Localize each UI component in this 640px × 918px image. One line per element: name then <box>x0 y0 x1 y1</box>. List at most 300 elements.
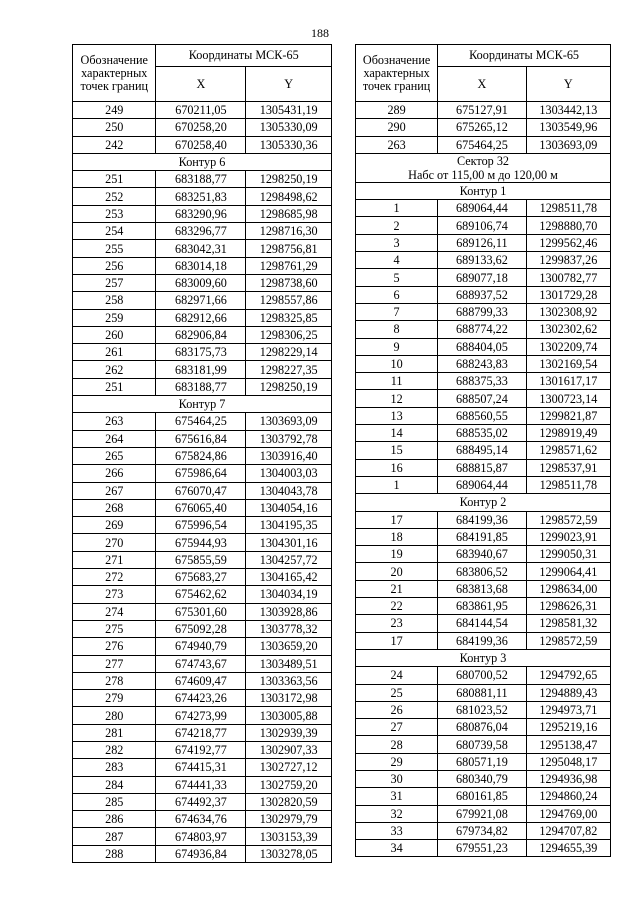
x-coordinate: 684199,36 <box>438 511 527 528</box>
point-id: 285 <box>73 793 156 810</box>
table-row <box>356 425 611 442</box>
y-coordinate: 1300723,14 <box>526 390 610 407</box>
table-row <box>356 217 611 234</box>
y-coordinate: 1302820,59 <box>246 793 332 810</box>
point-id: 289 <box>356 102 438 119</box>
table-row <box>73 620 332 637</box>
point-id: 277 <box>73 655 156 672</box>
section-row <box>356 153 611 182</box>
point-id: 2 <box>356 217 438 234</box>
y-coordinate: 1301729,28 <box>526 286 610 303</box>
left-table-body <box>73 102 332 863</box>
point-column-header: Обозначение характерных точек границ <box>356 45 438 102</box>
y-coordinate: 1301617,17 <box>526 373 610 390</box>
point-id: 270 <box>73 534 156 551</box>
x-coordinate: 675464,25 <box>438 136 527 153</box>
y-coordinate: 1298634,00 <box>526 580 610 597</box>
point-id: 253 <box>73 205 156 222</box>
point-id: 276 <box>73 638 156 655</box>
x-coordinate: 681023,52 <box>438 701 527 718</box>
x-coordinate: 688799,33 <box>438 303 527 320</box>
x-coordinate: 684144,54 <box>438 615 527 632</box>
table-row <box>73 223 332 240</box>
table-row <box>73 102 332 119</box>
table-row <box>356 684 611 701</box>
table-row <box>73 361 332 378</box>
table-row <box>73 465 332 482</box>
x-coordinate: 680876,04 <box>438 719 527 736</box>
point-id: 12 <box>356 390 438 407</box>
x-coordinate: 688404,05 <box>438 338 527 355</box>
table-row <box>356 736 611 753</box>
x-coordinate: 683296,77 <box>156 223 246 240</box>
x-coordinate: 674743,67 <box>156 655 246 672</box>
y-coordinate: 1304003,03 <box>246 465 332 482</box>
x-coordinate: 670258,20 <box>156 119 246 136</box>
y-coordinate: 1295138,47 <box>526 736 610 753</box>
x-coordinate: 683188,77 <box>156 378 246 395</box>
point-id: 280 <box>73 707 156 724</box>
point-id: 251 <box>73 378 156 395</box>
y-coordinate: 1304034,19 <box>246 586 332 603</box>
point-id: 6 <box>356 286 438 303</box>
point-id: 257 <box>73 274 156 291</box>
point-id: 13 <box>356 407 438 424</box>
y-coordinate: 1303659,20 <box>246 638 332 655</box>
y-coordinate: 1299837,26 <box>526 252 610 269</box>
x-coordinate: 679551,23 <box>438 840 527 857</box>
table-row <box>73 569 332 586</box>
y-coordinate: 1304054,16 <box>246 499 332 516</box>
section-row <box>73 153 332 170</box>
table-row <box>356 303 611 320</box>
x-coordinate: 680700,52 <box>438 667 527 684</box>
y-coordinate: 1298572,59 <box>526 511 610 528</box>
point-id: 20 <box>356 563 438 580</box>
y-coordinate: 1305431,19 <box>246 102 332 119</box>
table-row <box>356 598 611 615</box>
table-row <box>73 690 332 707</box>
y-coordinate: 1303005,88 <box>246 707 332 724</box>
point-id: 32 <box>356 805 438 822</box>
x-coordinate: 688937,52 <box>438 286 527 303</box>
y-coordinate: 1303778,32 <box>246 620 332 637</box>
table-row <box>73 741 332 758</box>
y-coordinate: 1294973,71 <box>526 701 610 718</box>
x-coordinate: 689126,11 <box>438 234 527 251</box>
x-coordinate: 674218,77 <box>156 724 246 741</box>
table-row <box>356 476 611 493</box>
y-coordinate: 1298761,29 <box>246 257 332 274</box>
point-id: 1 <box>356 200 438 217</box>
y-coordinate: 1298229,14 <box>246 344 332 361</box>
y-coordinate: 1305330,09 <box>246 119 332 136</box>
y-coordinate: 1298557,86 <box>246 292 332 309</box>
right-table-body <box>356 102 611 857</box>
table-row <box>73 707 332 724</box>
section-heading: Контур 1 <box>356 182 611 199</box>
point-id: 286 <box>73 811 156 828</box>
section-row <box>73 396 332 413</box>
point-id: 251 <box>73 171 156 188</box>
point-id: 5 <box>356 269 438 286</box>
y-coordinate: 1298880,70 <box>526 217 610 234</box>
y-coordinate: 1304043,78 <box>246 482 332 499</box>
point-id: 3 <box>356 234 438 251</box>
table-row <box>73 344 332 361</box>
table-row <box>73 292 332 309</box>
table-row <box>73 517 332 534</box>
point-id: 263 <box>73 413 156 430</box>
point-id: 22 <box>356 598 438 615</box>
table-row <box>73 447 332 464</box>
x-coordinate: 682971,66 <box>156 292 246 309</box>
section-heading: Контур 2 <box>356 494 611 511</box>
table-row <box>73 603 332 620</box>
table-row <box>73 793 332 810</box>
y-coordinate: 1305330,36 <box>246 136 332 153</box>
point-id: 27 <box>356 719 438 736</box>
y-coordinate: 1303442,13 <box>526 102 610 119</box>
x-coordinate: 675127,91 <box>438 102 527 119</box>
x-coordinate: 676070,47 <box>156 482 246 499</box>
y-coordinate: 1304165,42 <box>246 569 332 586</box>
y-coordinate: 1299050,31 <box>526 546 610 563</box>
table-row <box>356 442 611 459</box>
table-row <box>73 586 332 603</box>
point-id: 290 <box>356 119 438 136</box>
x-coordinate: 675683,27 <box>156 569 246 586</box>
point-id: 281 <box>73 724 156 741</box>
section-heading: Сектор 32 Набс от 115,00 м до 120,00 м <box>356 153 611 182</box>
x-coordinate: 684199,36 <box>438 632 527 649</box>
y-coordinate: 1295048,17 <box>526 753 610 770</box>
point-id: 258 <box>73 292 156 309</box>
x-coordinate: 688560,55 <box>438 407 527 424</box>
table-row <box>356 200 611 217</box>
x-coordinate: 688507,24 <box>438 390 527 407</box>
x-coordinate: 675944,93 <box>156 534 246 551</box>
y-coordinate: 1304195,35 <box>246 517 332 534</box>
x-coordinate: 680739,58 <box>438 736 527 753</box>
x-coordinate: 688815,87 <box>438 459 527 476</box>
point-id: 19 <box>356 546 438 563</box>
y-coordinate: 1298537,91 <box>526 459 610 476</box>
table-row <box>73 655 332 672</box>
table-row <box>73 845 332 862</box>
y-coordinate: 1298227,35 <box>246 361 332 378</box>
section-heading: Контур 6 <box>73 153 332 170</box>
table-row <box>356 788 611 805</box>
point-id: 1 <box>356 476 438 493</box>
table-row <box>356 632 611 649</box>
point-id: 31 <box>356 788 438 805</box>
point-id: 275 <box>73 620 156 637</box>
x-column-header: X <box>438 67 527 102</box>
table-row <box>356 102 611 119</box>
point-id: 261 <box>73 344 156 361</box>
point-id: 14 <box>356 425 438 442</box>
x-coordinate: 682906,84 <box>156 326 246 343</box>
x-coordinate: 680340,79 <box>438 770 527 787</box>
point-id: 252 <box>73 188 156 205</box>
point-id: 17 <box>356 632 438 649</box>
y-coordinate: 1294860,24 <box>526 788 610 805</box>
y-coordinate: 1302302,62 <box>526 321 610 338</box>
x-coordinate: 675092,28 <box>156 620 246 637</box>
point-id: 274 <box>73 603 156 620</box>
table-row <box>356 580 611 597</box>
table-row <box>73 309 332 326</box>
coordinates-table-left <box>72 44 332 863</box>
point-id: 29 <box>356 753 438 770</box>
point-id: 264 <box>73 430 156 447</box>
y-coordinate: 1298572,59 <box>526 632 610 649</box>
x-coordinate: 683175,73 <box>156 344 246 361</box>
point-id: 255 <box>73 240 156 257</box>
table-row <box>73 759 332 776</box>
x-coordinate: 675301,60 <box>156 603 246 620</box>
table-row <box>356 805 611 822</box>
table-row <box>356 390 611 407</box>
y-coordinate: 1298511,78 <box>526 476 610 493</box>
y-coordinate: 1299064,41 <box>526 563 610 580</box>
x-coordinate: 683861,95 <box>438 598 527 615</box>
x-coordinate: 679921,08 <box>438 805 527 822</box>
x-coordinate: 670211,05 <box>156 102 246 119</box>
y-coordinate: 1302759,20 <box>246 776 332 793</box>
x-coordinate: 684191,85 <box>438 528 527 545</box>
point-id: 30 <box>356 770 438 787</box>
x-coordinate: 689133,62 <box>438 252 527 269</box>
point-id: 278 <box>73 672 156 689</box>
x-coordinate: 674634,76 <box>156 811 246 828</box>
section-heading: Контур 7 <box>73 396 332 413</box>
x-coordinate: 683014,18 <box>156 257 246 274</box>
x-coordinate: 689064,44 <box>438 476 527 493</box>
x-coordinate: 680881,11 <box>438 684 527 701</box>
x-column-header: X <box>156 67 246 102</box>
y-coordinate: 1298306,25 <box>246 326 332 343</box>
table-row <box>356 373 611 390</box>
x-coordinate: 674492,37 <box>156 793 246 810</box>
point-id: 284 <box>73 776 156 793</box>
y-coordinate: 1303172,98 <box>246 690 332 707</box>
point-id: 10 <box>356 355 438 372</box>
y-coordinate: 1298250,19 <box>246 171 332 188</box>
table-row <box>356 252 611 269</box>
y-coordinate: 1298581,32 <box>526 615 610 632</box>
x-coordinate: 683806,52 <box>438 563 527 580</box>
y-coordinate: 1294792,65 <box>526 667 610 684</box>
y-coordinate: 1294889,43 <box>526 684 610 701</box>
table-row <box>73 482 332 499</box>
y-coordinate: 1302727,12 <box>246 759 332 776</box>
y-coordinate: 1302209,74 <box>526 338 610 355</box>
x-coordinate: 689077,18 <box>438 269 527 286</box>
x-coordinate: 688243,83 <box>438 355 527 372</box>
table-row <box>73 413 332 430</box>
point-id: 16 <box>356 459 438 476</box>
x-coordinate: 683290,96 <box>156 205 246 222</box>
coordinates-column-header: Координаты МСК-65 <box>156 45 332 67</box>
y-column-header: Y <box>526 67 610 102</box>
section-row <box>356 494 611 511</box>
point-id: 287 <box>73 828 156 845</box>
y-coordinate: 1302169,54 <box>526 355 610 372</box>
x-coordinate: 675462,62 <box>156 586 246 603</box>
table-row <box>73 119 332 136</box>
point-id: 266 <box>73 465 156 482</box>
table-row <box>356 355 611 372</box>
y-coordinate: 1294936,98 <box>526 770 610 787</box>
y-coordinate: 1304301,16 <box>246 534 332 551</box>
x-coordinate: 675986,64 <box>156 465 246 482</box>
point-id: 288 <box>73 845 156 862</box>
table-row <box>356 269 611 286</box>
x-coordinate: 688495,14 <box>438 442 527 459</box>
point-id: 269 <box>73 517 156 534</box>
point-id: 279 <box>73 690 156 707</box>
y-coordinate: 1303693,09 <box>246 413 332 430</box>
table-row <box>356 615 611 632</box>
x-coordinate: 674441,33 <box>156 776 246 793</box>
y-coordinate: 1294707,82 <box>526 822 610 839</box>
section-row <box>356 649 611 666</box>
x-coordinate: 675464,25 <box>156 413 246 430</box>
point-id: 23 <box>356 615 438 632</box>
table-row <box>356 840 611 857</box>
table-row <box>356 701 611 718</box>
x-coordinate: 675824,86 <box>156 447 246 464</box>
point-id: 250 <box>73 119 156 136</box>
y-coordinate: 1302979,79 <box>246 811 332 828</box>
x-coordinate: 675855,59 <box>156 551 246 568</box>
table-row <box>73 136 332 153</box>
point-id: 260 <box>73 326 156 343</box>
point-id: 265 <box>73 447 156 464</box>
table-row <box>356 753 611 770</box>
x-coordinate: 670258,40 <box>156 136 246 153</box>
point-id: 259 <box>73 309 156 326</box>
y-column-header: Y <box>246 67 332 102</box>
table-row <box>73 499 332 516</box>
point-id: 254 <box>73 223 156 240</box>
coordinates-column-header: Координаты МСК-65 <box>438 45 611 67</box>
point-id: 26 <box>356 701 438 718</box>
x-coordinate: 674273,99 <box>156 707 246 724</box>
y-coordinate: 1298498,62 <box>246 188 332 205</box>
x-coordinate: 674415,31 <box>156 759 246 776</box>
y-coordinate: 1295219,16 <box>526 719 610 736</box>
table-row <box>356 119 611 136</box>
point-id: 267 <box>73 482 156 499</box>
y-coordinate: 1299562,46 <box>526 234 610 251</box>
x-coordinate: 674936,84 <box>156 845 246 862</box>
x-coordinate: 675616,84 <box>156 430 246 447</box>
y-coordinate: 1298716,30 <box>246 223 332 240</box>
point-id: 273 <box>73 586 156 603</box>
y-coordinate: 1303278,05 <box>246 845 332 862</box>
table-row <box>356 563 611 580</box>
point-id: 8 <box>356 321 438 338</box>
y-coordinate: 1303792,78 <box>246 430 332 447</box>
y-coordinate: 1303489,51 <box>246 655 332 672</box>
y-coordinate: 1304257,72 <box>246 551 332 568</box>
section-heading: Контур 3 <box>356 649 611 666</box>
y-coordinate: 1303693,09 <box>526 136 610 153</box>
point-id: 28 <box>356 736 438 753</box>
x-coordinate: 683042,31 <box>156 240 246 257</box>
x-coordinate: 675265,12 <box>438 119 527 136</box>
table-row <box>356 459 611 476</box>
table-row <box>73 724 332 741</box>
table-row <box>356 321 611 338</box>
table-row <box>356 338 611 355</box>
point-id: 249 <box>73 102 156 119</box>
x-coordinate: 679734,82 <box>438 822 527 839</box>
x-coordinate: 688774,22 <box>438 321 527 338</box>
point-id: 25 <box>356 684 438 701</box>
y-coordinate: 1298325,85 <box>246 309 332 326</box>
table-row <box>356 234 611 251</box>
table-row <box>73 551 332 568</box>
table-row <box>73 326 332 343</box>
x-coordinate: 682912,66 <box>156 309 246 326</box>
x-coordinate: 680161,85 <box>438 788 527 805</box>
x-coordinate: 683188,77 <box>156 171 246 188</box>
table-row <box>356 407 611 424</box>
point-id: 7 <box>356 303 438 320</box>
point-id: 262 <box>73 361 156 378</box>
table-row <box>73 205 332 222</box>
table-row <box>356 511 611 528</box>
point-id: 242 <box>73 136 156 153</box>
table-row <box>356 546 611 563</box>
x-coordinate: 688535,02 <box>438 425 527 442</box>
table-row <box>73 378 332 395</box>
point-id: 263 <box>356 136 438 153</box>
y-coordinate: 1303916,40 <box>246 447 332 464</box>
table-row <box>73 828 332 845</box>
table-row <box>73 672 332 689</box>
table-row <box>356 719 611 736</box>
y-coordinate: 1302308,92 <box>526 303 610 320</box>
point-id: 4 <box>356 252 438 269</box>
coordinates-table-right <box>355 44 611 857</box>
point-id: 9 <box>356 338 438 355</box>
table-row <box>356 822 611 839</box>
x-coordinate: 683940,67 <box>438 546 527 563</box>
point-id: 272 <box>73 569 156 586</box>
y-coordinate: 1302907,33 <box>246 741 332 758</box>
x-coordinate: 683251,83 <box>156 188 246 205</box>
x-coordinate: 674609,47 <box>156 672 246 689</box>
table-row <box>73 240 332 257</box>
y-coordinate: 1294769,00 <box>526 805 610 822</box>
page-number: 188 <box>311 26 329 40</box>
table-row <box>73 171 332 188</box>
x-coordinate: 683181,99 <box>156 361 246 378</box>
y-coordinate: 1298511,78 <box>526 200 610 217</box>
point-id: 268 <box>73 499 156 516</box>
y-coordinate: 1303363,56 <box>246 672 332 689</box>
table-row <box>73 534 332 551</box>
x-coordinate: 676065,40 <box>156 499 246 516</box>
y-coordinate: 1303549,96 <box>526 119 610 136</box>
y-coordinate: 1298250,19 <box>246 378 332 395</box>
y-coordinate: 1298919,49 <box>526 425 610 442</box>
